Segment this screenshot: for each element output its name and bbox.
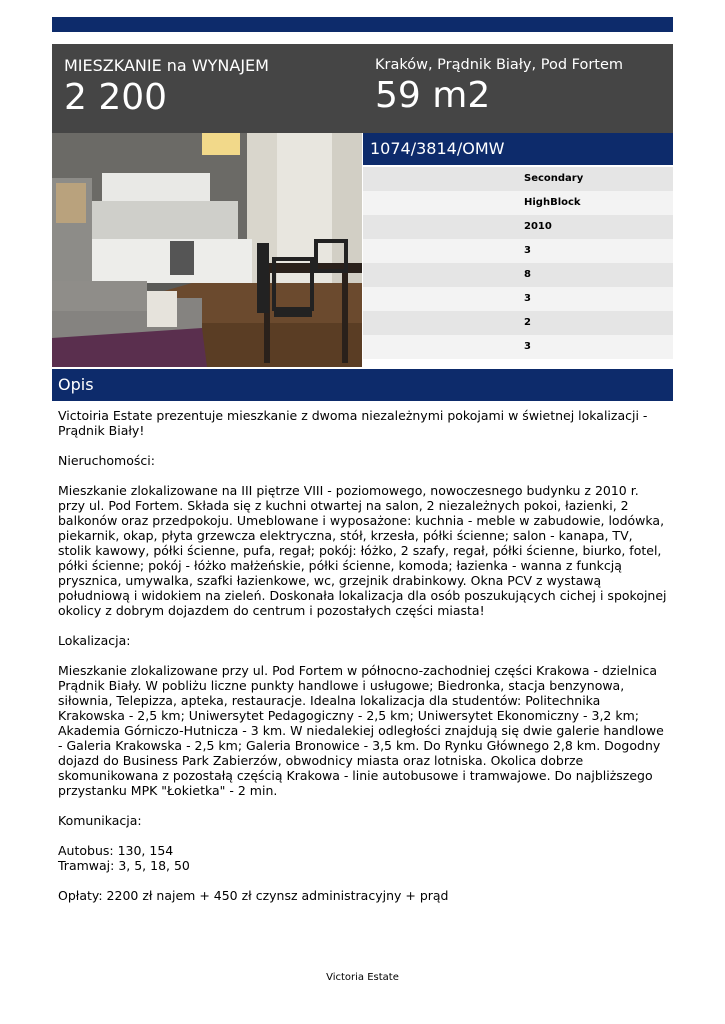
header-left	[64, 56, 269, 120]
attribute-value: 3	[524, 341, 531, 352]
attribute-value: HighBlock	[524, 197, 581, 208]
attribute-row	[363, 191, 673, 215]
attribute-value: 2010	[524, 221, 552, 232]
top-accent-bar	[52, 17, 673, 32]
attribute-value: Secondary	[524, 173, 584, 184]
attribute-row	[363, 167, 673, 191]
attribute-value: 3	[524, 245, 531, 256]
header-right	[375, 56, 623, 118]
listing-area: 59 m2	[375, 75, 491, 116]
description-section-bar	[52, 369, 673, 401]
description-paragraph: Komunikacja:	[58, 813, 142, 828]
description-paragraph: Lokalizacja:	[58, 633, 131, 648]
apartment-photo	[52, 133, 362, 367]
description-paragraph: Mieszkanie zlokalizowane przy ul. Pod Fortem w północno-zachodniej części Krakowa - dzielnica Prądnik Biały. W pobliżu liczne punkty handlowe i usługowe; Biedronka, stacja benzynowa, siłownia, Telepizza, apteka, restauracje. Idealna lokalizacja dla studentów: Politechnika Krakowska - 2,5 km; Uniwersytet Pedagogiczny - 2,5 km; Uniwersytet Ekonomiczny - 3,2 km; Akademia Górniczo-Hutnicza - 3 km. W niedalekiej odległości znajdują się dwie galerie handlowe - Galeria Krakowska - 2,5 km; Galeria Bronowice - 3,5 km. Do Rynku Głównego 2,8 km. Dogodny dojazd do Business Park Zabierzów, obwodnicy miasta oraz lotniska. Okolica dobrze skomunikowana z pozostałą częścią Krakowa - linie autobusowe i tramwajowe. Do najbliższego przystanku MPK "Łokietka" - 2 min.	[58, 663, 664, 798]
attribute-row	[363, 263, 673, 287]
listing-price: 2 200	[64, 77, 168, 118]
footer-company: Victoria Estate	[326, 972, 399, 983]
attribute-row	[363, 287, 673, 311]
description-paragraph: Victoiria Estate prezentuje mieszkanie z dwoma niezależnymi pokojami w świetnej lokalizacji - Prądnik Biały!	[58, 408, 648, 438]
listing-location: Kraków, Prądnik Biały, Pod Fortem	[375, 57, 624, 73]
attribute-value: 2	[524, 317, 531, 328]
description-paragraph: Nieruchomości:	[58, 453, 155, 468]
attribute-value: 3	[524, 293, 531, 304]
attribute-row	[363, 335, 673, 359]
listing-header	[52, 44, 673, 133]
reference-bar	[363, 133, 673, 165]
description-paragraph: Mieszkanie zlokalizowane na III piętrze VIII - poziomowego, nowoczesnego budynku z 2010 r. przy ul. Pod Fortem. Składa się z kuchni otwartej na salon, 2 niezależnych pokoi, łazienki, 2 balkonów oraz przedpokoju. Umeblowane i wyposażone: kuchnia - meble w zabudowie, lodówka, piekarnik, okap, płyta grzewcza elektryczna, stół, krzesła, półki ścienne; salon - kanapa, TV, stolik kawowy, półki ścienne, pufa, regał; pokój: łóżko, 2 szafy, regał, półki ścienne, biurko, fotel, półki ścienne; pokój - łóżko małżeńskie, półki ścienne, komoda; łazienka - wanna z funkcją prysznica, umywalka, szafki łazienkowe, wc, grzejnik drabinkowy. Okna PCV z wystawą południową i widokiem na zieleń. Doskonała lokalizacja dla osób poszukujących cichej i spokojnej okolicy z dobrym dojazdem do centrum i pozostałych części miasta!	[58, 483, 667, 618]
description-text	[58, 408, 668, 918]
attribute-row	[363, 311, 673, 335]
reference-number: 1074/3814/OMW	[370, 139, 505, 158]
attribute-row	[363, 215, 673, 239]
description-paragraph: Autobus: 130, 154 Tramwaj: 3, 5, 18, 50	[58, 843, 190, 873]
attribute-value: 8	[524, 269, 531, 280]
section-title: Opis	[58, 375, 94, 394]
attribute-row	[363, 239, 673, 263]
listing-type: MIESZKANIE na WYNAJEM	[64, 56, 269, 75]
description-paragraph: Opłaty: 2200 zł najem + 450 zł czynsz administracyjny + prąd	[58, 888, 449, 903]
attributes-list	[363, 167, 673, 359]
